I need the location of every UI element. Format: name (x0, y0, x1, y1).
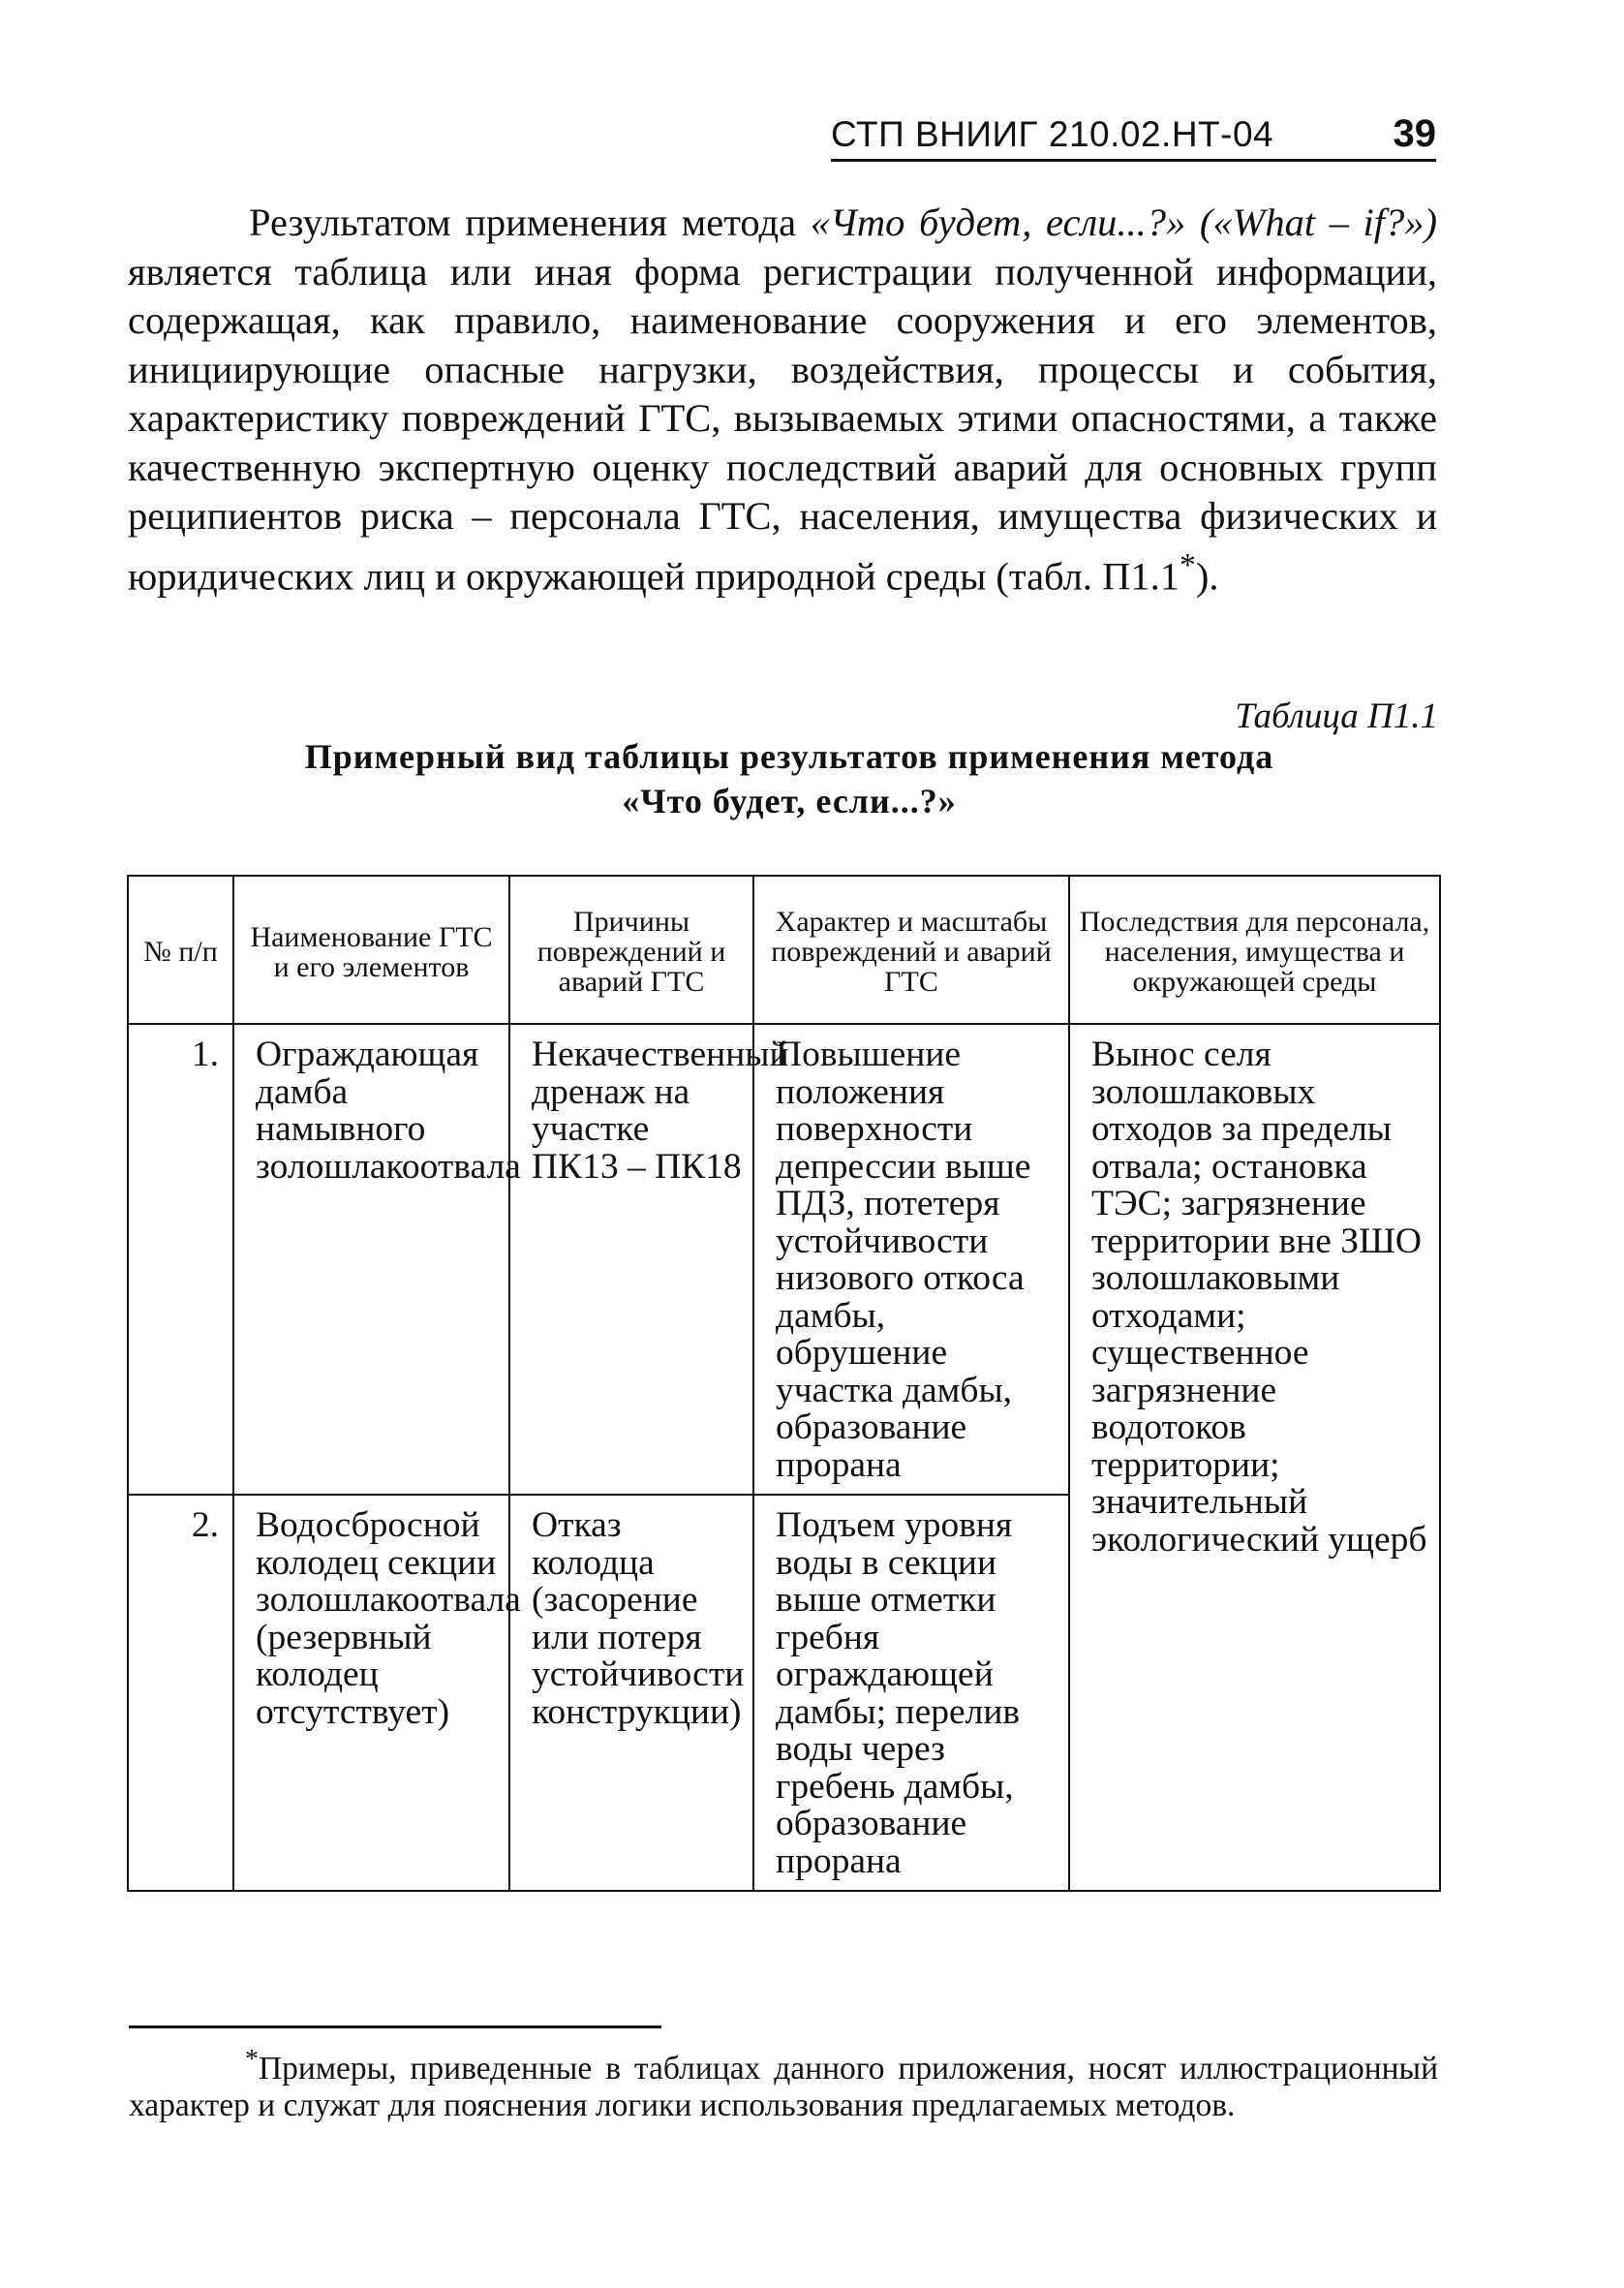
footnote (129, 2041, 1438, 2124)
row-number: 1. (128, 1024, 233, 1495)
intro-body: является таблица или иная форма регистрации полученной информации, содержащая, как правило, наименование сооружения и его элементов, инициирующие опасные нагрузки, воздействия, процессы и события, характеристику повреждений ГТС, вызываемых этими опасностями, а также качественную экспертную оценку последствий аварий для основных групп реципиентов риска – персонала ГТС, населения, имущества физических и юридических лиц и окружающей природной среды (табл. П1.1 (128, 249, 1437, 598)
footnote-text: Примеры, приведенные в таблицах данного приложения, носят иллюстрационный характер и служат для пояснения логики использования предлагаемых методов. (129, 2051, 1438, 2124)
damage-cell: Повышение положения поверхности депрессии выше ПДЗ, потетеря устойчивости низового откоса дамбы, обрушение участка дамбы, образование прорана (753, 1024, 1069, 1495)
table-title-line-1: Примерный вид таблицы результатов применения метода (304, 737, 1274, 776)
footnote-mark: * (245, 2044, 259, 2074)
method-name-en: («What – if?») (1199, 201, 1438, 244)
column-header-consequences: Последствия для персонала, населения, имущества и окружающей среды (1069, 876, 1440, 1024)
table-label: Таблица П1.1 (1235, 696, 1438, 736)
consequences-cell: Вынос селя золошлаковых отходов за пределы отвала; остановка ТЭС; загрязнение территории вне ЗШО золошлаковыми отходами; существенное загрязнение водотоков территории; значительный экологический ущерб (1069, 1024, 1440, 1891)
column-header-number: № п/п (128, 876, 233, 1024)
damage-cell: Подъем уровня воды в секции выше отметки гребня ограждающей дамбы; перелив воды через гребень дамбы, образование прорана (753, 1495, 1069, 1891)
intro-tail: ). (1195, 554, 1219, 598)
column-header-name: Наименование ГТС и его элементов (233, 876, 509, 1024)
structure-name-cell: Водосбросной колодец секции золошлакоотвала (резервный колодец отсутствует) (233, 1495, 509, 1891)
column-header-damage: Характер и масштабы повреждений и аварий ГТС (753, 876, 1069, 1024)
table-title-line-2: «Что будет, если...?» (622, 782, 957, 820)
footnote-reference: * (1180, 546, 1196, 583)
table-row (128, 1024, 1440, 1495)
intro-space (1185, 201, 1200, 244)
cause-cell: Некачественный дренаж на участке ПК13 – ПК18 (509, 1024, 753, 1495)
intro-lead: Результатом применения метода (249, 201, 811, 244)
intro-paragraph (128, 199, 1437, 602)
structure-name-cell: Ограждающая дамба намывного золошлакоотвала (233, 1024, 509, 1495)
page-number: 39 (1393, 112, 1436, 155)
row-number: 2. (128, 1495, 233, 1891)
method-name-ru: «Что будет, если...?» (810, 201, 1186, 244)
document-code: СТП ВНИИГ 210.02.НТ-04 (831, 114, 1274, 154)
footnote-divider (129, 2025, 661, 2028)
cause-cell: Отказ колодца (засорение или потеря устойчивости конструкции) (509, 1495, 753, 1891)
table-title (194, 734, 1385, 823)
table-header-row (128, 876, 1440, 1024)
running-header (831, 112, 1436, 162)
column-header-causes: Причины повреждений и аварий ГТС (509, 876, 753, 1024)
results-table (127, 875, 1441, 1892)
